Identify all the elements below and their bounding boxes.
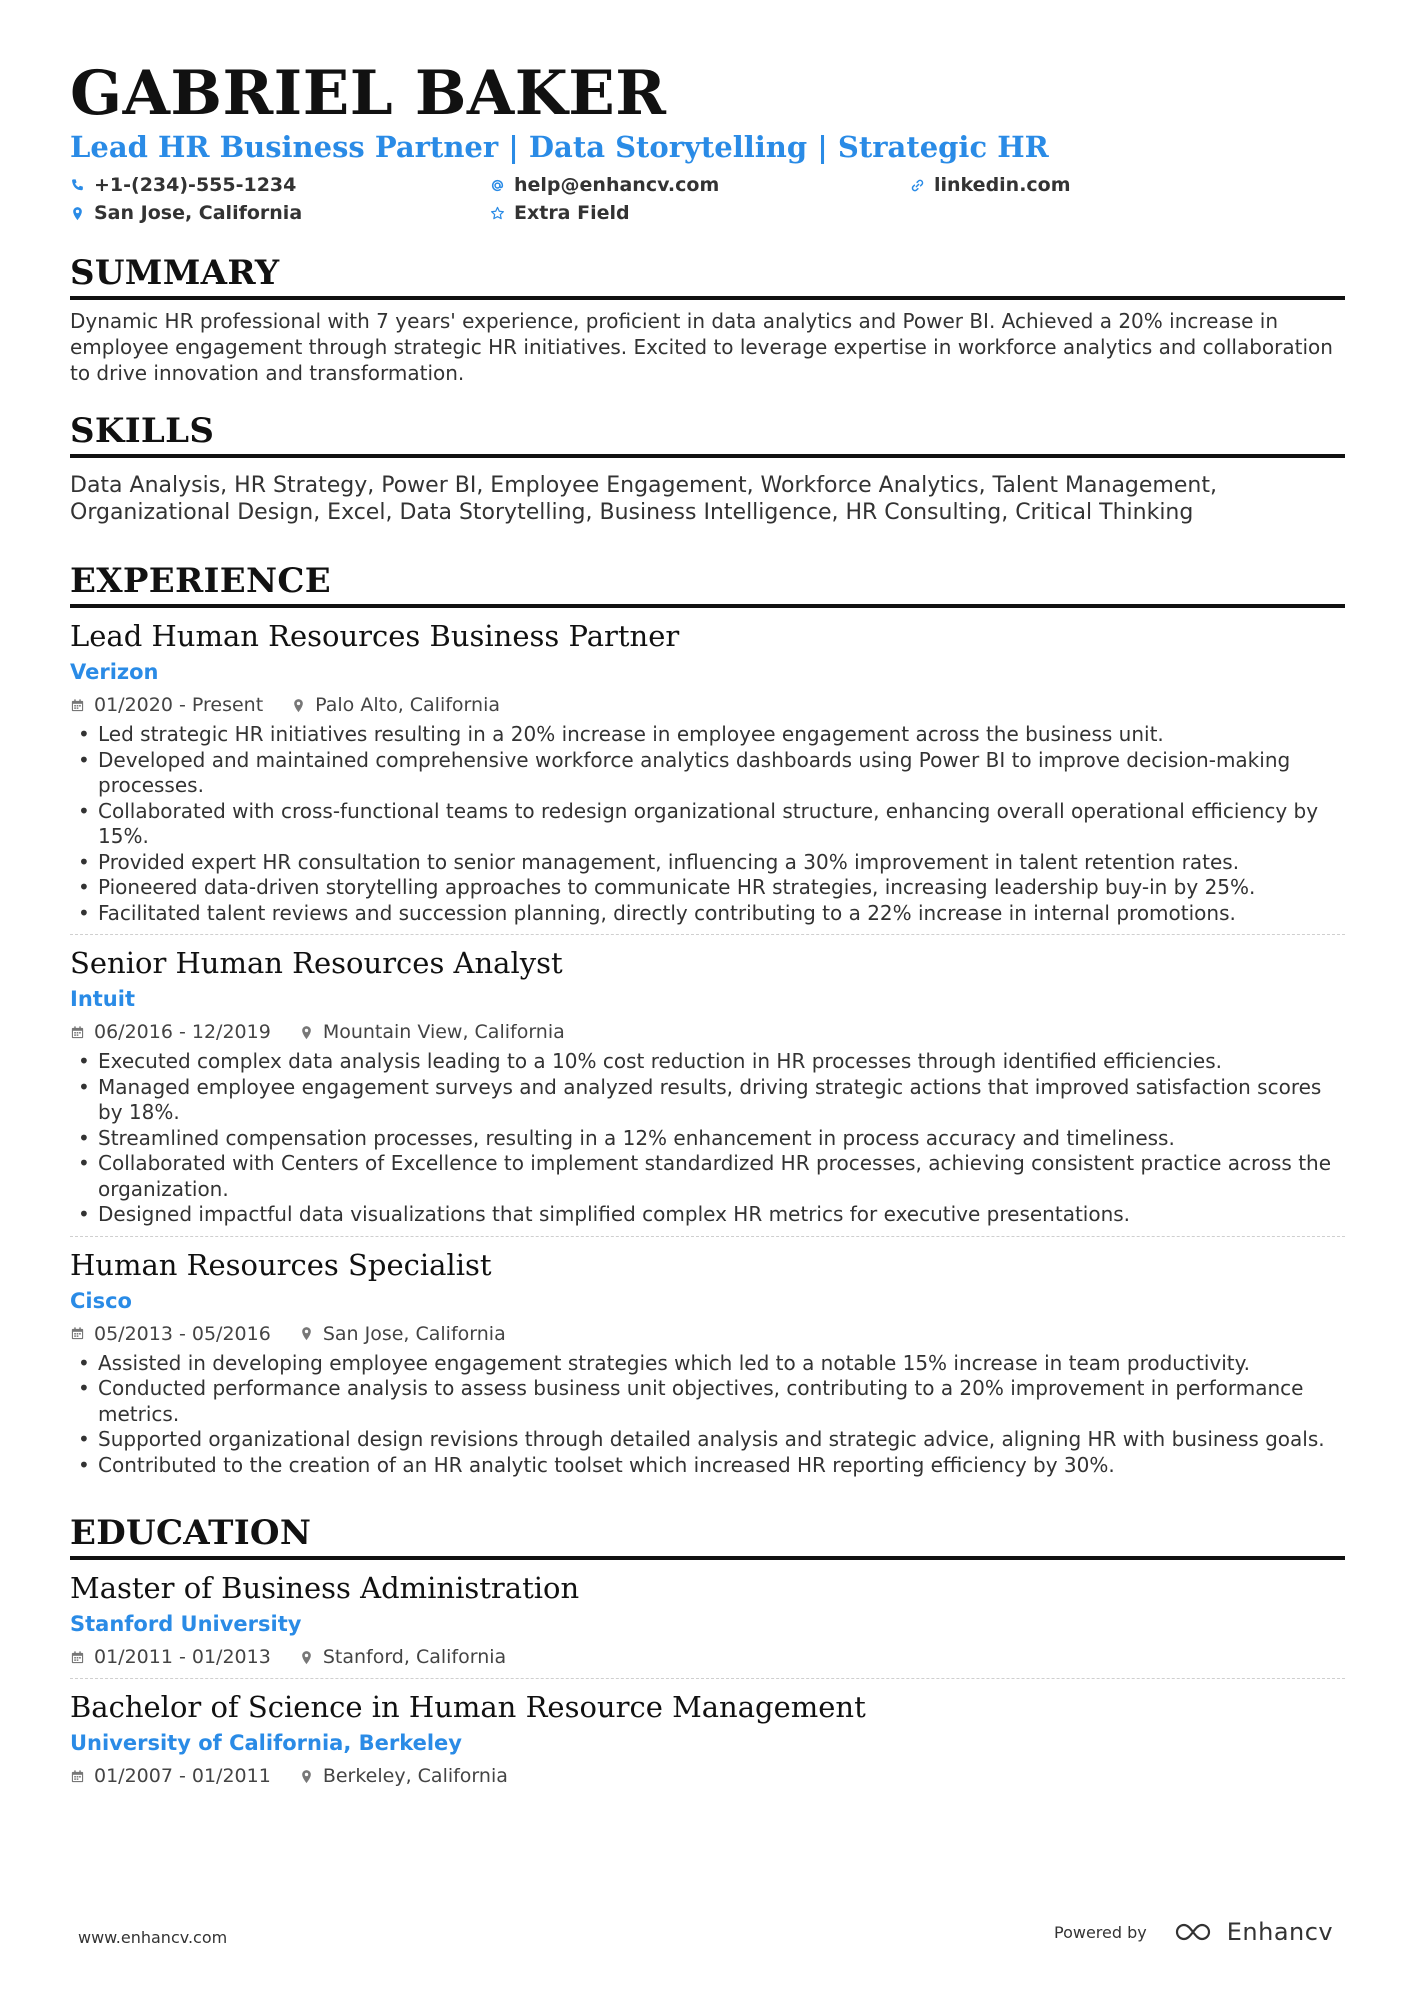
phone-icon — [70, 178, 85, 193]
edu-location-wrap — [299, 1765, 508, 1787]
section-rule — [70, 604, 1345, 608]
entry-divider — [70, 1678, 1345, 1679]
bullet-item: • Designed impactful data visualizations that simplified complex HR metrics for executive presentations. — [70, 1202, 1345, 1228]
degree-title: Bachelor of Science in Human Resource Management — [70, 1690, 866, 1724]
location-icon — [299, 1769, 314, 1784]
bullet-item: • Developed and maintained comprehensive workforce analytics dashboards using Power BI to improve decision-making processes. — [70, 748, 1345, 799]
edu-dates-wrap — [70, 1646, 271, 1668]
degree-title: Master of Business Administration — [70, 1571, 580, 1605]
resume — [70, 58, 1345, 1789]
linkedin-text: linkedin.com — [934, 174, 1071, 196]
calendar-icon — [70, 1650, 85, 1665]
bullet-item: • Contributed to the creation of an HR analytic toolset which increased HR reporting efficiency by 30%. — [70, 1453, 1345, 1479]
job-location: Mountain View, California — [322, 1021, 565, 1043]
calendar-icon — [70, 698, 85, 713]
calendar-icon — [70, 1025, 85, 1040]
job-entry — [70, 945, 1345, 1237]
bullet-item: • Pioneered data-driven storytelling approaches to communicate HR strategies, increasing leadership buy-in by 25%. — [70, 875, 1345, 901]
location-icon — [299, 1650, 314, 1665]
education-entry — [70, 1570, 1345, 1679]
bullet-item: • Assisted in developing employee engagement strategies which led to a notable 15% increase in team productivity. — [70, 1351, 1345, 1377]
summary-title: SUMMARY — [70, 253, 280, 293]
job-company: Intuit — [70, 987, 135, 1011]
bullet-item: • Supported organizational design revisions through detailed analysis and strategic advice, aligning HR with business goals. — [70, 1427, 1345, 1453]
link-icon — [910, 178, 925, 193]
skills-title: SKILLS — [70, 411, 215, 451]
school-name: Stanford University — [70, 1612, 302, 1636]
location-text: San Jose, California — [94, 202, 303, 224]
footer-website[interactable]: www.enhancv.com — [78, 1928, 228, 1947]
job-role: Senior Human Resources Analyst — [70, 946, 563, 980]
job-entry — [70, 618, 1345, 935]
bullet-item: • Collaborated with Centers of Excellence to implement standardized HR processes, achieving consistent practice across the organization. — [70, 1151, 1345, 1202]
location-icon — [70, 206, 85, 221]
powered-by-label: Powered by — [1054, 1922, 1147, 1942]
calendar-icon — [70, 1769, 85, 1784]
education-meta — [70, 1763, 1345, 1789]
edu-location-wrap — [299, 1646, 506, 1668]
bullet-item: • Executed complex data analysis leading to a 10% cost reduction in HR processes through identified efficiencies. — [70, 1049, 1345, 1075]
star-icon — [490, 206, 505, 221]
education-entry — [70, 1689, 1345, 1789]
bullet-item: • Provided expert HR consultation to senior management, influencing a 30% improvement in talent retention rates. — [70, 850, 1345, 876]
experience-section — [70, 560, 1345, 1478]
job-dates: 06/2016 - 12/2019 — [94, 1021, 271, 1043]
contact-location — [70, 200, 490, 226]
education-title: EDUCATION — [70, 1513, 312, 1553]
job-location: Palo Alto, California — [315, 694, 500, 716]
enhancv-logo-icon — [1173, 1920, 1219, 1944]
entry-divider — [70, 1236, 1345, 1237]
education-location: Stanford, California — [322, 1646, 507, 1668]
contact-list — [70, 172, 1345, 226]
job-location-wrap — [299, 1323, 506, 1345]
edu-dates-wrap — [70, 1765, 271, 1787]
education-section — [70, 1512, 1345, 1789]
footer-branding[interactable] — [1054, 1918, 1333, 1946]
job-meta — [70, 1321, 1345, 1347]
bullet-item: • Collaborated with cross-functional teams to redesign organizational structure, enhancing overall operational efficiency by 15%. — [70, 799, 1345, 850]
section-rule — [70, 454, 1345, 458]
experience-title: EXPERIENCE — [70, 561, 331, 601]
calendar-icon — [70, 1326, 85, 1341]
job-dates-wrap — [70, 1323, 271, 1345]
job-location-wrap — [291, 694, 500, 716]
bullet-item: • Streamlined compensation processes, resulting in a 12% enhancement in process accuracy and timeliness. — [70, 1126, 1345, 1152]
school-name: University of California, Berkeley — [70, 1731, 462, 1755]
job-entry — [70, 1247, 1345, 1479]
contact-extra — [490, 200, 910, 226]
bullet-item: • Facilitated talent reviews and succession planning, directly contributing to a 22% increase in internal promotions. — [70, 901, 1345, 927]
job-dates: 01/2020 - Present — [94, 694, 264, 716]
contact-email[interactable] — [490, 172, 910, 198]
skills-section — [70, 410, 1345, 526]
section-rule — [70, 296, 1345, 300]
job-dates-wrap — [70, 1021, 271, 1043]
location-icon — [299, 1025, 314, 1040]
education-location: Berkeley, California — [322, 1765, 508, 1787]
phone-text: +1-(234)-555-1234 — [94, 174, 297, 196]
summary-section — [70, 252, 1345, 386]
summary-text: Dynamic HR professional with 7 years' experience, proficient in data analytics and Power BI. Achieved a 20% increase in employee engagement through strategic HR initiatives. Excited to leverage expertise in workforce analytics and collaboration to drive innovation and transformation. — [70, 309, 1333, 385]
job-dates-wrap — [70, 694, 263, 716]
location-icon — [291, 698, 306, 713]
job-meta — [70, 692, 1345, 718]
extra-field-text: Extra Field — [514, 202, 630, 224]
job-location: San Jose, California — [322, 1322, 506, 1345]
education-dates: 01/2007 - 01/2011 — [94, 1765, 271, 1787]
entry-divider — [70, 934, 1345, 935]
job-company: Verizon — [70, 660, 159, 684]
job-location-wrap — [299, 1021, 565, 1043]
contact-linkedin[interactable] — [910, 172, 1330, 198]
skills-text: Data Analysis, HR Strategy, Power BI, Employee Engagement, Workforce Analytics, Talent Management, Organizational Design, Excel, Data Storytelling, Business Intelligence, HR Consulting, Critical Thinking — [70, 473, 1217, 525]
contact-phone[interactable] — [70, 172, 490, 198]
headline: Lead HR Business Partner | Data Storytelling | Strategic HR — [70, 130, 1049, 164]
job-company: Cisco — [70, 1288, 132, 1313]
job-meta — [70, 1019, 1345, 1045]
education-dates: 01/2011 - 01/2013 — [94, 1646, 271, 1668]
job-bullets — [70, 1049, 1345, 1228]
job-role: Human Resources Specialist — [70, 1247, 492, 1282]
email-text: help@enhancv.com — [514, 174, 720, 196]
bullet-item: • Led strategic HR initiatives resulting in a 20% increase in employee engagement across the business unit. — [70, 722, 1345, 748]
job-bullets — [70, 1351, 1345, 1479]
section-rule — [70, 1556, 1345, 1560]
job-dates: 05/2013 - 05/2016 — [94, 1322, 271, 1345]
location-icon — [299, 1326, 314, 1341]
bullet-item: • Managed employee engagement surveys and analyzed results, driving strategic actions that improved satisfaction scores by 18%. — [70, 1075, 1345, 1126]
bullet-item: • Conducted performance analysis to assess business unit objectives, contributing to a 20% improvement in performance metrics. — [70, 1376, 1345, 1427]
job-role: Lead Human Resources Business Partner — [70, 619, 680, 653]
candidate-name: GABRIEL BAKER — [70, 58, 667, 129]
job-bullets — [70, 722, 1345, 926]
education-meta — [70, 1644, 1345, 1670]
enhancv-brand: Enhancv — [1226, 1918, 1334, 1946]
at-icon — [490, 178, 505, 193]
